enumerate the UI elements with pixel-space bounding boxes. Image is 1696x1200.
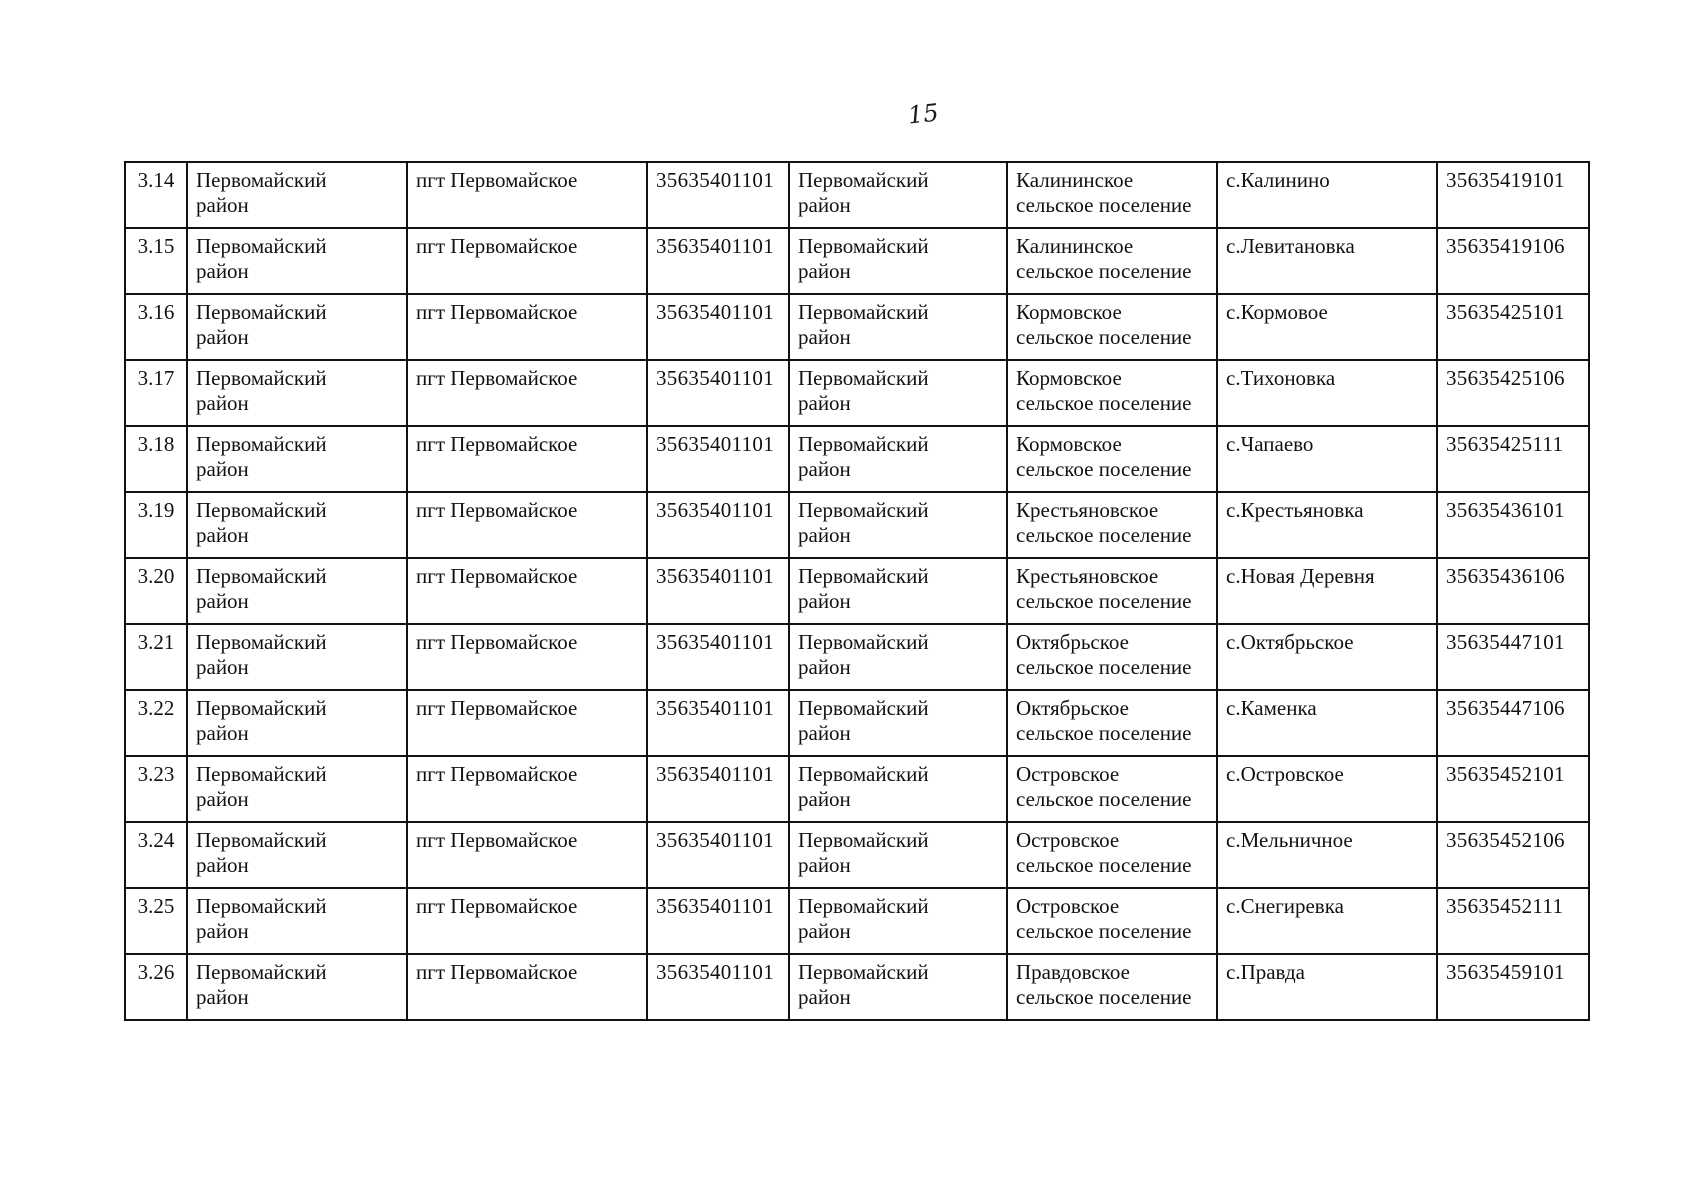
cell-text: 35635401101	[656, 366, 775, 390]
municipality-cell	[1007, 294, 1217, 360]
cell-text: Первомайский	[196, 762, 327, 786]
cell-text: 35635452111	[1446, 894, 1564, 918]
row-number-cell	[125, 426, 187, 492]
cell-text: 3.24	[137, 828, 175, 852]
cell-text: пгт Первомайское	[416, 696, 578, 720]
municipality-cell	[1007, 162, 1217, 228]
cell-text: с.Чапаево	[1226, 432, 1314, 456]
cell-text: 35635436106	[1446, 564, 1565, 588]
cell-text: 3.21	[137, 630, 175, 654]
cell-text: Крестьяновское	[1016, 498, 1159, 522]
settlement-from-cell	[407, 756, 647, 822]
cell-text: Островское	[1016, 828, 1120, 852]
district-from-cell	[187, 426, 407, 492]
cell-text: 3.17	[137, 366, 175, 390]
cell-text: Первомайский	[798, 300, 929, 324]
settlement-to-cell	[1217, 690, 1437, 756]
cell-text: район	[196, 655, 249, 679]
cell-text: 35635459101	[1446, 960, 1565, 984]
table-row	[125, 954, 1589, 1020]
cell-text: 35635436101	[1446, 498, 1565, 522]
settlement-to-cell	[1217, 228, 1437, 294]
cell-text: с.Калинино	[1226, 168, 1330, 192]
cell-text: район	[196, 523, 249, 547]
cell-text: район	[196, 457, 249, 481]
cell-text: Первомайский	[196, 828, 327, 852]
cell-text: с.Кормовое	[1226, 300, 1328, 324]
cell-text: район	[798, 193, 851, 217]
table-row	[125, 294, 1589, 360]
cell-text: Первомайский	[798, 432, 929, 456]
cell-text: 35635425106	[1446, 366, 1565, 390]
cell-text: Первомайский	[798, 366, 929, 390]
cell-text: район	[196, 325, 249, 349]
municipality-cell	[1007, 426, 1217, 492]
cell-text: Первомайский	[196, 696, 327, 720]
cell-text: 3.15	[137, 234, 175, 258]
district-from-cell	[187, 162, 407, 228]
district-to-cell	[789, 426, 1007, 492]
cell-text: 3.14	[137, 168, 175, 192]
cell-text: район	[798, 589, 851, 613]
cell-text: 35635425111	[1446, 432, 1564, 456]
cell-text: с.Каменка	[1226, 696, 1317, 720]
cell-text: Калининское	[1016, 234, 1134, 258]
settlement-from-cell	[407, 822, 647, 888]
settlement-to-cell	[1217, 822, 1437, 888]
district-to-cell	[789, 558, 1007, 624]
oktmo-to-cell	[1437, 228, 1589, 294]
table-row	[125, 228, 1589, 294]
settlement-from-cell	[407, 426, 647, 492]
oktmo-from-cell	[647, 822, 789, 888]
cell-text: сельское поселение	[1016, 853, 1192, 877]
cell-text: с.Октябрьское	[1226, 630, 1354, 654]
cell-text: с.Правда	[1226, 960, 1305, 984]
cell-text: с.Снегиревка	[1226, 894, 1344, 918]
table-body	[125, 162, 1589, 1020]
district-from-cell	[187, 558, 407, 624]
district-from-cell	[187, 624, 407, 690]
cell-text: 3.23	[137, 762, 175, 786]
cell-text: сельское поселение	[1016, 391, 1192, 415]
cell-text: с.Мельничное	[1226, 828, 1353, 852]
district-from-cell	[187, 888, 407, 954]
oktmo-from-cell	[647, 492, 789, 558]
cell-text: 3.16	[137, 300, 175, 324]
cell-text: с.Тихоновка	[1226, 366, 1336, 390]
oktmo-from-cell	[647, 426, 789, 492]
cell-text: район	[196, 391, 249, 415]
table-row	[125, 162, 1589, 228]
cell-text: 35635401101	[656, 762, 775, 786]
cell-text: Калининское	[1016, 168, 1134, 192]
cell-text: Октябрьское	[1016, 630, 1129, 654]
district-to-cell	[789, 822, 1007, 888]
cell-text: Первомайский	[798, 828, 929, 852]
cell-text: район	[798, 523, 851, 547]
municipality-cell	[1007, 228, 1217, 294]
oktmo-from-cell	[647, 294, 789, 360]
cell-text: сельское поселение	[1016, 457, 1192, 481]
table-row	[125, 690, 1589, 756]
table-row	[125, 822, 1589, 888]
cell-text: с.Островское	[1226, 762, 1344, 786]
municipality-cell	[1007, 624, 1217, 690]
cell-text: Первомайский	[798, 960, 929, 984]
cell-text: пгт Первомайское	[416, 498, 578, 522]
district-to-cell	[789, 360, 1007, 426]
cell-text: Первомайский	[196, 168, 327, 192]
cell-text: пгт Первомайское	[416, 234, 578, 258]
district-to-cell	[789, 954, 1007, 1020]
district-from-cell	[187, 954, 407, 1020]
cell-text: Первомайский	[196, 894, 327, 918]
oktmo-to-cell	[1437, 492, 1589, 558]
cell-text: сельское поселение	[1016, 919, 1192, 943]
page-number: 15	[906, 98, 940, 130]
settlement-to-cell	[1217, 492, 1437, 558]
district-to-cell	[789, 624, 1007, 690]
cell-text: Первомайский	[196, 498, 327, 522]
district-from-cell	[187, 822, 407, 888]
settlement-from-cell	[407, 690, 647, 756]
oktmo-to-cell	[1437, 690, 1589, 756]
cell-text: сельское поселение	[1016, 523, 1192, 547]
cell-text: район	[798, 259, 851, 283]
table-row	[125, 426, 1589, 492]
cell-text: сельское поселение	[1016, 589, 1192, 613]
cell-text: 3.20	[137, 564, 175, 588]
district-from-cell	[187, 294, 407, 360]
cell-text: Первомайский	[196, 366, 327, 390]
cell-text: Первомайский	[196, 960, 327, 984]
cell-text: район	[798, 919, 851, 943]
settlement-from-cell	[407, 954, 647, 1020]
cell-text: сельское поселение	[1016, 193, 1192, 217]
cell-text: 35635401101	[656, 564, 775, 588]
district-to-cell	[789, 888, 1007, 954]
oktmo-from-cell	[647, 888, 789, 954]
cell-text: сельское поселение	[1016, 721, 1192, 745]
settlement-to-cell	[1217, 558, 1437, 624]
settlement-from-cell	[407, 294, 647, 360]
cell-text: пгт Первомайское	[416, 168, 578, 192]
cell-text: 35635447101	[1446, 630, 1565, 654]
cell-text: Первомайский	[798, 564, 929, 588]
cell-text: Первомайский	[798, 762, 929, 786]
settlement-to-cell	[1217, 426, 1437, 492]
cell-text: 35635452106	[1446, 828, 1565, 852]
cell-text: сельское поселение	[1016, 259, 1192, 283]
cell-text: район	[798, 985, 851, 1009]
cell-text: пгт Первомайское	[416, 762, 578, 786]
oktmo-from-cell	[647, 558, 789, 624]
district-from-cell	[187, 360, 407, 426]
cell-text: район	[798, 325, 851, 349]
cell-text: Первомайский	[798, 630, 929, 654]
municipality-cell	[1007, 690, 1217, 756]
cell-text: Крестьяновское	[1016, 564, 1159, 588]
settlement-from-cell	[407, 888, 647, 954]
oktmo-to-cell	[1437, 624, 1589, 690]
municipality-cell	[1007, 954, 1217, 1020]
cell-text: пгт Первомайское	[416, 300, 578, 324]
cell-text: 35635401101	[656, 630, 775, 654]
oktmo-to-cell	[1437, 888, 1589, 954]
cell-text: сельское поселение	[1016, 325, 1192, 349]
district-from-cell	[187, 756, 407, 822]
oktmo-from-cell	[647, 690, 789, 756]
settlement-to-cell	[1217, 360, 1437, 426]
settlement-from-cell	[407, 492, 647, 558]
cell-text: Кормовское	[1016, 432, 1122, 456]
row-number-cell	[125, 492, 187, 558]
row-number-cell	[125, 360, 187, 426]
row-number-cell	[125, 294, 187, 360]
municipality-cell	[1007, 492, 1217, 558]
table-row	[125, 558, 1589, 624]
district-to-cell	[789, 690, 1007, 756]
cell-text: Первомайский	[798, 894, 929, 918]
row-number-cell	[125, 954, 187, 1020]
cell-text: район	[798, 787, 851, 811]
cell-text: район	[798, 655, 851, 679]
district-to-cell	[789, 228, 1007, 294]
cell-text: пгт Первомайское	[416, 828, 578, 852]
cell-text: Правдовское	[1016, 960, 1130, 984]
cell-text: район	[798, 853, 851, 877]
cell-text: район	[196, 787, 249, 811]
cell-text: 3.26	[137, 960, 175, 984]
row-number-cell	[125, 756, 187, 822]
cell-text: Первомайский	[798, 498, 929, 522]
oktmo-to-cell	[1437, 294, 1589, 360]
settlement-to-cell	[1217, 294, 1437, 360]
cell-text: 35635401101	[656, 432, 775, 456]
cell-text: Первомайский	[196, 432, 327, 456]
cell-text: с.Новая Деревня	[1226, 564, 1375, 588]
cell-text: район	[196, 193, 249, 217]
row-number-cell	[125, 624, 187, 690]
cell-text: Островское	[1016, 894, 1120, 918]
cell-text: Островское	[1016, 762, 1120, 786]
cell-text: 35635419101	[1446, 168, 1565, 192]
cell-text: 35635401101	[656, 894, 775, 918]
table-row	[125, 492, 1589, 558]
cell-text: 3.25	[137, 894, 175, 918]
district-from-cell	[187, 228, 407, 294]
cell-text: Первомайский	[798, 696, 929, 720]
cell-text: Первомайский	[798, 168, 929, 192]
oktmo-to-cell	[1437, 162, 1589, 228]
cell-text: с.Левитановка	[1226, 234, 1355, 258]
cell-text: район	[196, 985, 249, 1009]
oktmo-to-cell	[1437, 558, 1589, 624]
district-to-cell	[789, 492, 1007, 558]
cell-text: 3.22	[137, 696, 175, 720]
settlement-to-cell	[1217, 162, 1437, 228]
row-number-cell	[125, 822, 187, 888]
cell-text: пгт Первомайское	[416, 432, 578, 456]
district-from-cell	[187, 690, 407, 756]
cell-text: 35635425101	[1446, 300, 1565, 324]
cell-text: 35635401101	[656, 234, 775, 258]
cell-text: Первомайский	[196, 630, 327, 654]
district-to-cell	[789, 756, 1007, 822]
district-from-cell	[187, 492, 407, 558]
cell-text: сельское поселение	[1016, 655, 1192, 679]
oktmo-from-cell	[647, 624, 789, 690]
cell-text: 3.18	[137, 432, 175, 456]
cell-text: район	[798, 721, 851, 745]
cell-text: 35635401101	[656, 696, 775, 720]
cell-text: район	[196, 919, 249, 943]
cell-text: сельское поселение	[1016, 985, 1192, 1009]
cell-text: 35635401101	[656, 828, 775, 852]
table-row	[125, 624, 1589, 690]
oktmo-to-cell	[1437, 756, 1589, 822]
table-row	[125, 360, 1589, 426]
cell-text: район	[196, 589, 249, 613]
municipality-cell	[1007, 360, 1217, 426]
cell-text: с.Крестьяновка	[1226, 498, 1364, 522]
municipality-cell	[1007, 888, 1217, 954]
cell-text: Первомайский	[196, 300, 327, 324]
cell-text: район	[196, 259, 249, 283]
oktmo-from-cell	[647, 360, 789, 426]
oktmo-to-cell	[1437, 426, 1589, 492]
cell-text: пгт Первомайское	[416, 564, 578, 588]
settlement-to-cell	[1217, 624, 1437, 690]
row-number-cell	[125, 690, 187, 756]
oktmo-from-cell	[647, 954, 789, 1020]
settlement-from-cell	[407, 360, 647, 426]
oktmo-to-cell	[1437, 360, 1589, 426]
settlements-table	[124, 161, 1590, 1021]
oktmo-to-cell	[1437, 822, 1589, 888]
settlement-from-cell	[407, 228, 647, 294]
cell-text: район	[798, 457, 851, 481]
settlement-to-cell	[1217, 756, 1437, 822]
cell-text: Первомайский	[196, 564, 327, 588]
cell-text: пгт Первомайское	[416, 960, 578, 984]
table-row	[125, 756, 1589, 822]
cell-text: пгт Первомайское	[416, 894, 578, 918]
cell-text: 35635447106	[1446, 696, 1565, 720]
oktmo-from-cell	[647, 228, 789, 294]
cell-text: 35635401101	[656, 300, 775, 324]
cell-text: 3.19	[137, 498, 175, 522]
cell-text: 35635401101	[656, 498, 775, 522]
table-row	[125, 888, 1589, 954]
cell-text: пгт Первомайское	[416, 366, 578, 390]
cell-text: 35635401101	[656, 960, 775, 984]
row-number-cell	[125, 558, 187, 624]
municipality-cell	[1007, 558, 1217, 624]
district-to-cell	[789, 294, 1007, 360]
cell-text: пгт Первомайское	[416, 630, 578, 654]
cell-text: район	[798, 391, 851, 415]
row-number-cell	[125, 228, 187, 294]
row-number-cell	[125, 162, 187, 228]
cell-text: район	[196, 853, 249, 877]
cell-text: Кормовское	[1016, 366, 1122, 390]
settlement-from-cell	[407, 558, 647, 624]
cell-text: Первомайский	[798, 234, 929, 258]
settlement-to-cell	[1217, 888, 1437, 954]
cell-text: Октябрьское	[1016, 696, 1129, 720]
settlement-from-cell	[407, 162, 647, 228]
settlement-to-cell	[1217, 954, 1437, 1020]
row-number-cell	[125, 888, 187, 954]
cell-text: район	[196, 721, 249, 745]
settlement-from-cell	[407, 624, 647, 690]
oktmo-from-cell	[647, 756, 789, 822]
municipality-cell	[1007, 822, 1217, 888]
municipality-cell	[1007, 756, 1217, 822]
cell-text: 35635401101	[656, 168, 775, 192]
district-to-cell	[789, 162, 1007, 228]
cell-text: 35635452101	[1446, 762, 1565, 786]
cell-text: сельское поселение	[1016, 787, 1192, 811]
oktmo-to-cell	[1437, 954, 1589, 1020]
cell-text: Кормовское	[1016, 300, 1122, 324]
cell-text: Первомайский	[196, 234, 327, 258]
oktmo-from-cell	[647, 162, 789, 228]
cell-text: 35635419106	[1446, 234, 1565, 258]
